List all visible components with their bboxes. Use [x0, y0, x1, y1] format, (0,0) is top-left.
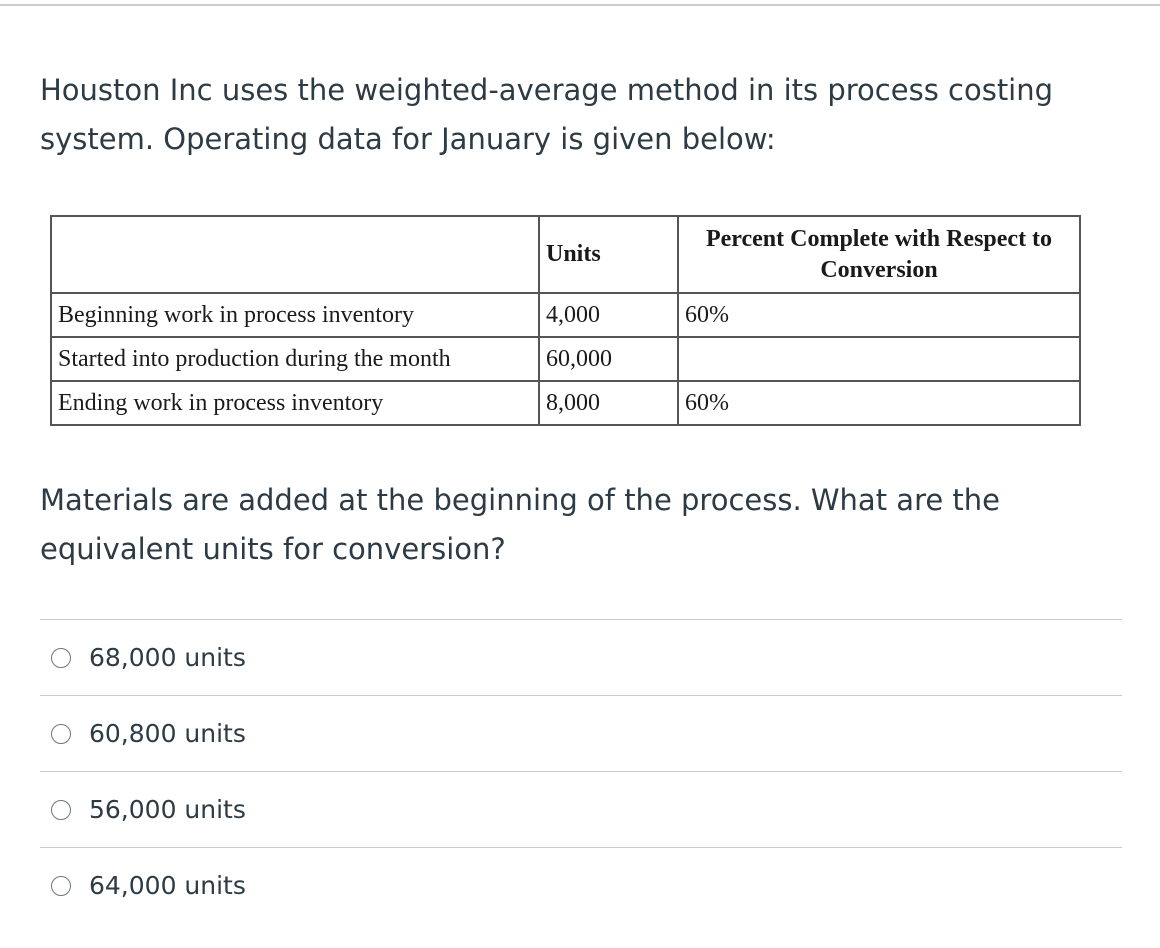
- row-units: 4,000: [539, 293, 678, 337]
- table-header-percent: Percent Complete with Respect to Conversion: [678, 216, 1080, 293]
- answer-label: 68,000 units: [89, 643, 246, 672]
- radio-button[interactable]: [51, 800, 71, 820]
- table-row: [51, 337, 1080, 381]
- row-percent: [678, 337, 1080, 381]
- question-prompt: Materials are added at the beginning of the process. What are the equivalent units for conversion?: [40, 483, 1001, 566]
- answer-options: [40, 619, 1122, 923]
- answer-label: 60,800 units: [89, 719, 246, 748]
- row-label: Beginning work in process inventory: [51, 293, 539, 337]
- row-units: 8,000: [539, 381, 678, 425]
- table-header-blank: [51, 216, 539, 293]
- radio-button[interactable]: [51, 876, 71, 896]
- radio-button[interactable]: [51, 648, 71, 668]
- answer-label: 64,000 units: [89, 871, 246, 900]
- table-header-units: Units: [539, 216, 678, 293]
- table-row: [51, 381, 1080, 425]
- table-header-row: [51, 216, 1080, 293]
- top-divider: [0, 4, 1160, 6]
- row-percent: 60%: [678, 381, 1080, 425]
- question-intro: Houston Inc uses the weighted-average method in its process costing system. Operating data for January is given below:: [40, 73, 1054, 156]
- row-percent: 60%: [678, 293, 1080, 337]
- table-row: [51, 293, 1080, 337]
- radio-button[interactable]: [51, 724, 71, 744]
- answer-option-4[interactable]: [40, 847, 1122, 923]
- answer-label: 56,000 units: [89, 795, 246, 824]
- row-label: Started into production during the month: [51, 337, 539, 381]
- answer-option-3[interactable]: [40, 771, 1122, 847]
- answer-option-1[interactable]: [40, 619, 1122, 695]
- row-label: Ending work in process inventory: [51, 381, 539, 425]
- row-units: 60,000: [539, 337, 678, 381]
- answer-option-2[interactable]: [40, 695, 1122, 771]
- operating-data-table: [50, 215, 1081, 426]
